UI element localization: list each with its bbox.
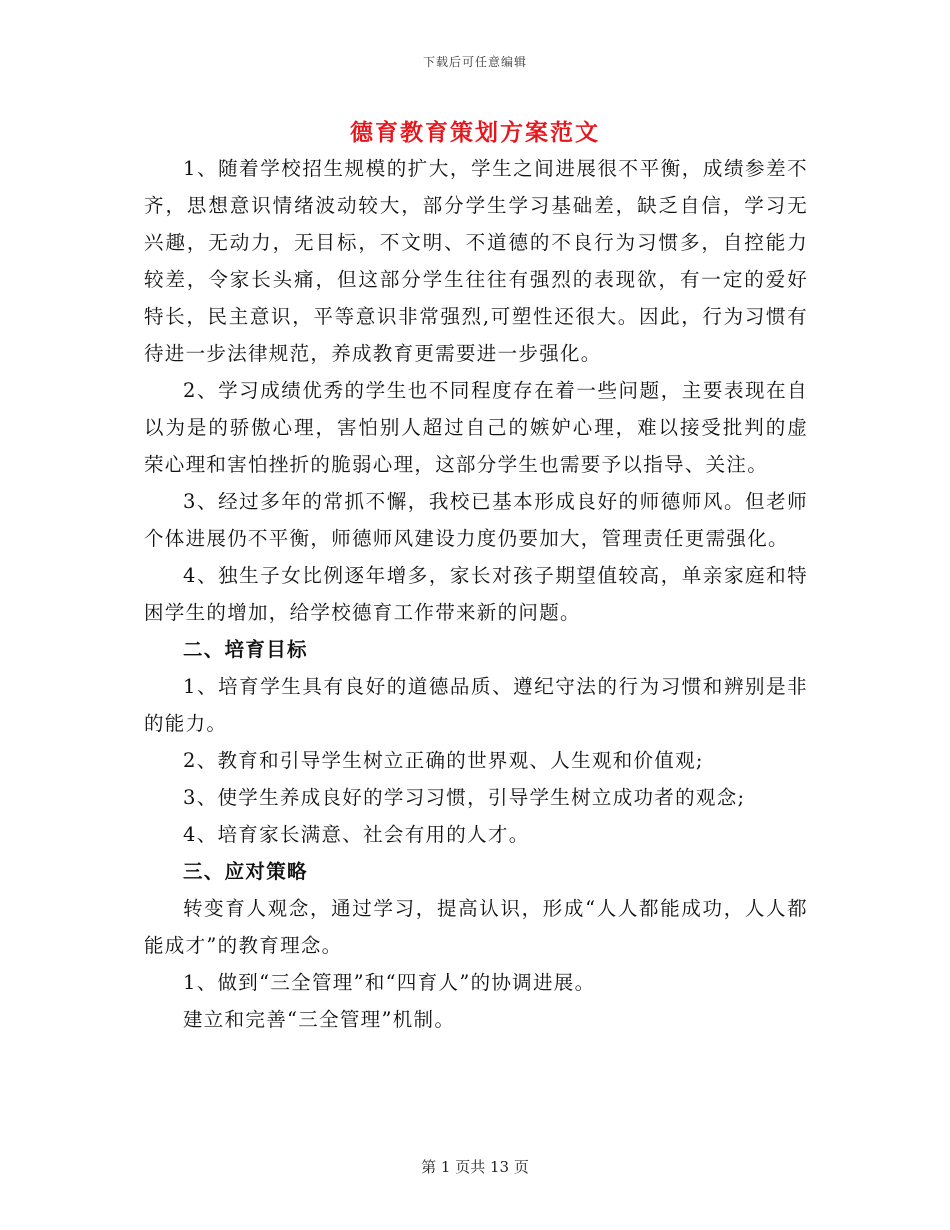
goal-item-1: 1、培育学生具有良好的道德品质、遵纪守法的行为习惯和辨别是非的能力。 [144,675,808,735]
strategy-intro: 转变育人观念，通过学习，提高认识，形成“人人都能成功，人人都能成才”的教育理念。 [144,897,808,957]
goal-item-2: 2、教育和引导学生树立正确的世界观、人生观和价值观; [183,749,704,772]
goal-item-3: 3、使学生养成良好的学习习惯，引导学生树立成功者的观念; [183,786,746,809]
document-body [144,150,808,1038]
section-heading-strategies: 三、应对策略 [183,860,308,883]
section-heading-goals: 二、培育目标 [183,638,308,661]
document-title: 德育教育策划方案范文 [350,119,600,146]
page-header-note: 下载后可任意编辑 [422,55,527,69]
paragraph-4: 4、独生子女比例逐年增多，家长对孩子期望值较高，单亲家庭和特困学生的增加，给学校德育工作带来新的问题。 [144,564,808,624]
paragraph-2: 2、学习成绩优秀的学生也不同程度存在着一些问题，主要表现在自以为是的骄傲心理，害怕别人超过自己的嫉妒心理，难以接受批判的虚荣心理和害怕挫折的脆弱心理，这部分学生也需要予以指导、关注。 [144,379,808,476]
page-footer-page-number: 第 1 页共 13 页 [421,1158,529,1176]
goal-item-4: 4、培育家长满意、社会有用的人才。 [183,823,530,846]
paragraph-3: 3、经过多年的常抓不懈，我校已基本形成良好的师德师风。但老师个体进展仍不平衡，师德师风建设力度仍要加大，管理责任更需强化。 [144,490,808,550]
strategy-item-1-detail: 建立和完善“三全管理”机制。 [183,1008,456,1031]
paragraph-1: 1、随着学校招生规模的扩大，学生之间进展很不平衡，成绩参差不齐，思想意识情绪波动较大，部分学生学习基础差，缺乏自信，学习无兴趣，无动力，无目标，不文明、不道德的不良行为习惯多，自控能力较差，令家长头痛，但这部分学生往往有强烈的表现欲，有一定的爱好特长，民主意识，平等意识非常强烈,可塑性还很大。因此，行为习惯有待进一步法律规范，养成教育更需要进一步强化。 [144,157,808,365]
strategy-item-1: 1、做到“三全管理”和“四育人”的协调进展。 [183,971,596,994]
